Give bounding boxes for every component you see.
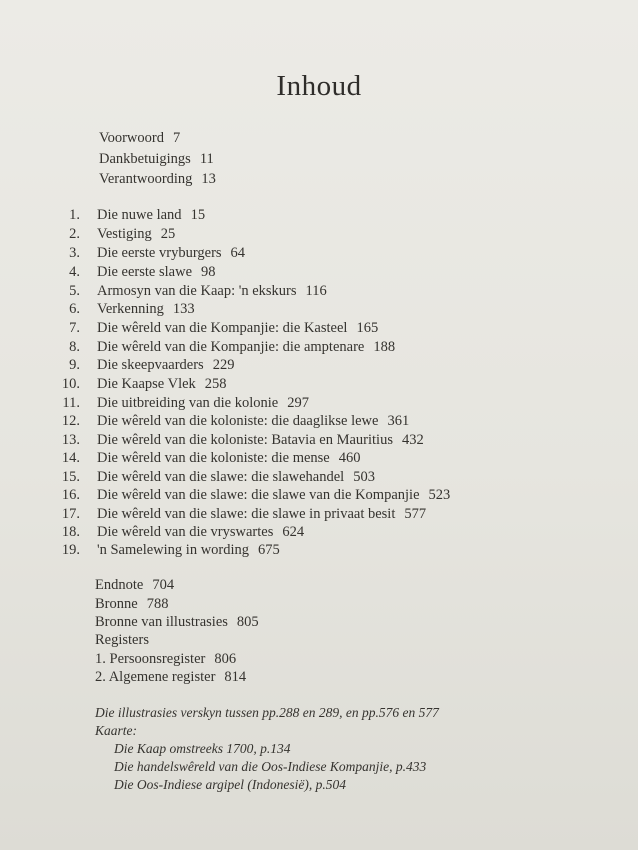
chapter-page: 503 <box>353 469 375 485</box>
chapter-title: Die nuwe land <box>97 207 182 223</box>
toc-register <box>95 669 246 686</box>
entry-label: Endnote <box>95 577 144 593</box>
entry-label: Bronne <box>95 596 138 612</box>
chapter-number: 7. <box>69 320 80 336</box>
entry-page: 704 <box>152 577 175 593</box>
chapter-page: 460 <box>338 450 361 466</box>
chapter-page: 64 <box>230 245 246 261</box>
entry-page: 805 <box>236 614 259 630</box>
chapter-number: 6. <box>69 301 80 317</box>
chapter-number: 13. <box>61 432 80 448</box>
entry-label: Registers <box>95 632 149 648</box>
chapter-page: 432 <box>401 432 424 448</box>
chapter-title: Die eerste slawe <box>97 264 193 280</box>
entry-label: Verantwoording <box>99 171 193 187</box>
map-entry: Die Oos-Indiese argipel (Indonesië), p.504 <box>114 777 346 792</box>
chapter-title: Die wêreld van die koloniste: Batavia en Mauritius <box>97 432 393 448</box>
chapter-number: 17. <box>61 506 80 522</box>
entry-label: Bronne van illustrasies <box>95 614 228 630</box>
chapter-title: Die wêreld van die Kompanjie: die Kasteel <box>97 320 348 336</box>
chapter-title: Die eerste vryburgers <box>97 245 222 261</box>
register-title: Algemene register <box>108 669 216 685</box>
chapter-page: 297 <box>287 395 309 411</box>
chapter-number: 11. <box>62 395 80 411</box>
toc-entry-back-matter <box>95 577 174 594</box>
chapter-title: Vestiging <box>97 226 152 242</box>
chapter-number: 12. <box>61 413 80 429</box>
chapter-title: Die uitbreiding van die kolonie <box>97 395 279 411</box>
register-number: 1. <box>95 651 106 667</box>
register-page: 814 <box>224 669 247 685</box>
chapter-page: 188 <box>373 339 396 355</box>
map-entry: Die Kaap omstreeks 1700, p.134 <box>114 741 291 756</box>
chapter-title: Die wêreld van die slawe: die slawe van die Kompanjie <box>97 487 420 503</box>
chapter-page: 624 <box>282 524 305 540</box>
toc-entry-back-matter <box>95 632 149 649</box>
chapter-number: 9. <box>69 357 80 373</box>
entry-label: Voorwoord <box>99 130 164 146</box>
chapter-page: 25 <box>160 226 176 242</box>
chapter-page: 133 <box>172 301 195 317</box>
chapter-page: 361 <box>387 413 410 429</box>
chapter-title: Die wêreld van die koloniste: die daaglikse lewe <box>97 413 379 429</box>
maps-heading: Kaarte: <box>95 723 137 738</box>
entry-page: 7 <box>172 130 181 146</box>
chapter-page: 116 <box>305 283 327 299</box>
toc-entry-front-matter <box>99 171 216 188</box>
chapter-number: 16. <box>61 487 80 503</box>
chapter-number: 14. <box>61 450 80 466</box>
chapter-page: 523 <box>428 487 451 503</box>
register-page: 806 <box>214 651 237 667</box>
chapter-page: 98 <box>201 264 216 280</box>
chapter-number: 19. <box>61 542 80 558</box>
chapter-title: Die wêreld van die slawe: die slawehandel <box>97 469 345 485</box>
entry-page: 13 <box>201 171 216 187</box>
chapter-title: Die wêreld van die Kompanjie: die amptenare <box>97 339 365 355</box>
chapter-number: 3. <box>69 245 80 261</box>
toc-entry-back-matter <box>95 614 259 631</box>
entry-page: 788 <box>146 596 169 612</box>
chapter-title: Die Kaapse Vlek <box>97 376 196 392</box>
chapter-number: 8. <box>69 339 80 355</box>
toc-entry-front-matter <box>99 151 214 168</box>
chapter-number: 10. <box>61 376 80 392</box>
chapter-page: 675 <box>258 542 280 558</box>
chapter-title: Die wêreld van die koloniste: die mense <box>97 450 330 466</box>
chapter-number: 5. <box>69 283 80 299</box>
chapter-page: 15 <box>190 207 206 223</box>
chapter-title: 'n Samelewing in wording <box>97 542 250 558</box>
register-number: 2. <box>95 669 106 685</box>
chapter-title: Die skeepvaarders <box>97 357 204 373</box>
illustrations-note: Die illustrasies verskyn tussen pp.288 en 289, en pp.576 en 577 <box>95 705 439 720</box>
chapter-title: Die wêreld van die vryswartes <box>97 524 274 540</box>
chapter-title: Armosyn van die Kaap: 'n ekskurs <box>97 283 297 299</box>
chapter-number: 2. <box>69 226 80 242</box>
map-entry: Die handelswêreld van die Oos-Indiese Kompanjie, p.433 <box>114 759 427 774</box>
chapter-page: 229 <box>212 357 235 373</box>
chapter-number: 4. <box>69 264 80 280</box>
entry-page: 11 <box>199 151 214 167</box>
chapter-title: Die wêreld van die slawe: die slawe in privaat besit <box>97 506 396 522</box>
toc-entry-front-matter <box>99 130 180 147</box>
toc-entry-back-matter <box>95 596 168 613</box>
chapter-title: Verkenning <box>97 301 164 317</box>
chapter-page: 258 <box>204 376 227 392</box>
chapter-page: 577 <box>404 506 427 522</box>
chapter-number: 15. <box>61 469 80 485</box>
chapter-page: 165 <box>356 320 379 336</box>
entry-label: Dankbetuigings <box>99 151 191 167</box>
toc-register <box>95 651 236 668</box>
page-title: Inhoud <box>276 70 362 102</box>
chapter-number: 18. <box>61 524 80 540</box>
register-title: Persoonsregister <box>109 651 206 667</box>
chapter-number: 1. <box>69 207 80 223</box>
